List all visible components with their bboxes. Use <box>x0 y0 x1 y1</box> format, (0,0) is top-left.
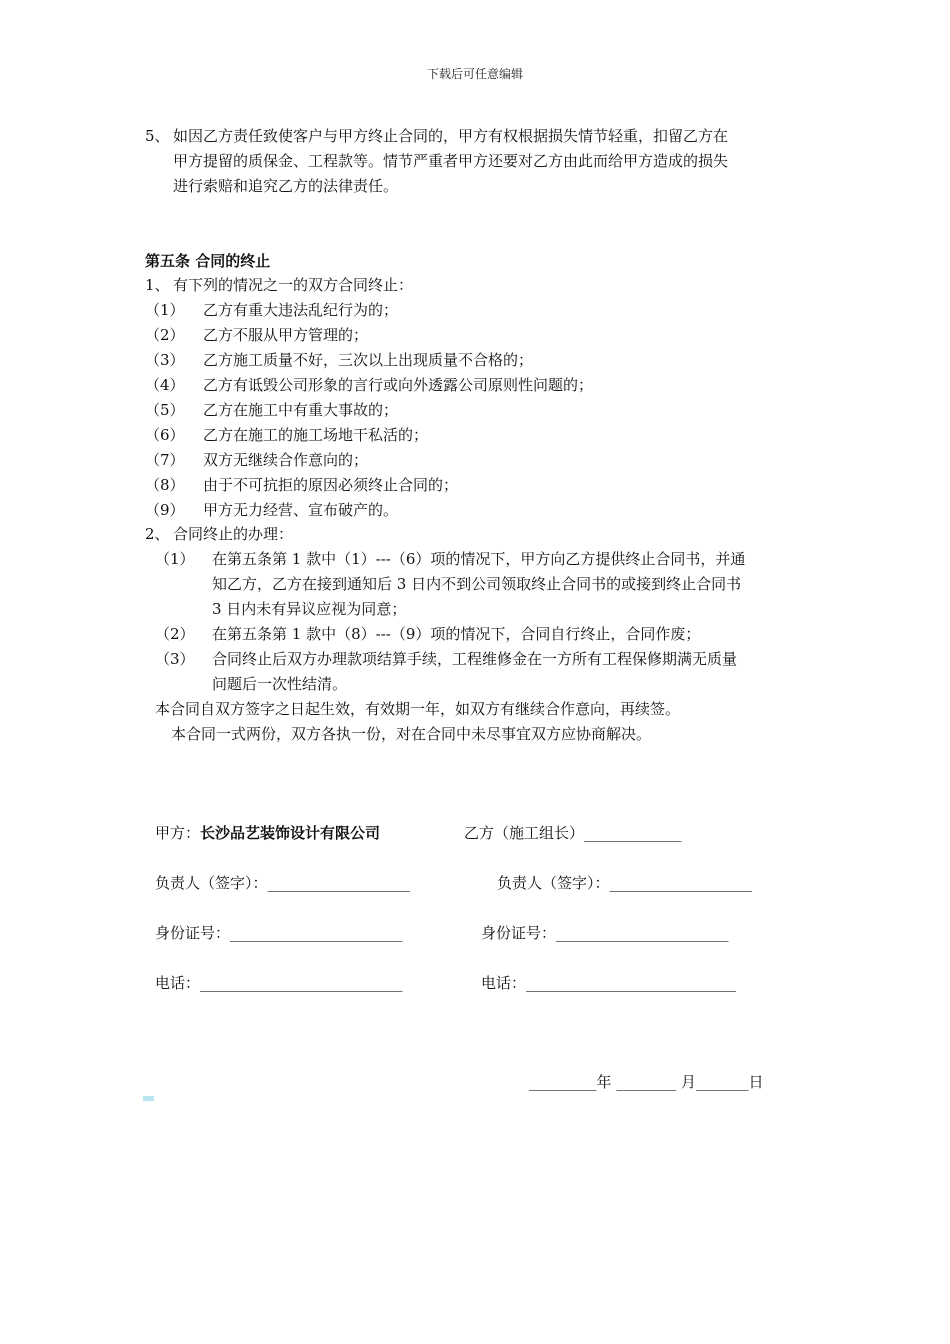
list-item-number: （2） <box>145 326 185 344</box>
sub-item-number: （1） <box>155 550 195 568</box>
item-5-line-1: 如因乙方责任致使客户与甲方终止合同的，甲方有权根据损失情节轻重，扣留乙方在 <box>173 127 729 145</box>
list-item-number: （1） <box>145 301 185 319</box>
list-item-text: 乙方施工质量不好，三次以上出现质量不合格的； <box>203 351 534 369</box>
party-a <box>155 821 380 846</box>
article-5-title: 第五条 合同的终止 <box>145 252 271 270</box>
list-item-text: 乙方不服从甲方管理的； <box>203 326 369 344</box>
sub-item-line: 合同终止后双方办理款项结算手续，工程维修金在一方所有工程保修期满无质量 <box>212 650 738 668</box>
closing-paragraph-copies: 本合同一式两份，双方各执一份，对在合同中未尽事宜双方应协商解决。 <box>171 725 652 743</box>
sub-item-number: （2） <box>155 625 195 643</box>
item-5-line-2: 甲方提留的质保金、工程款等。情节严重者甲方还要对乙方由此而给甲方造成的损失 <box>173 152 729 170</box>
item-5-line-3: 进行索赔和追究乙方的法律责任。 <box>173 177 399 195</box>
list-item-text: 由于不可抗拒的原因必须终止合同的； <box>203 476 459 494</box>
page-header-note: 下载后可任意编辑 <box>426 67 523 81</box>
phone-a: 电话：___________________________ <box>155 974 403 992</box>
paragraph-2-text: 合同终止的办理： <box>173 525 294 543</box>
item-5-number: 5、 <box>145 127 170 145</box>
list-item-text: 双方无继续合作意向的； <box>203 451 369 469</box>
closing-paragraph-validity: 本合同自双方签字之日起生效，有效期一年，如双方有继续合作意向，再续签。 <box>155 700 681 718</box>
sub-item-line: 3 日内未有异议应视为同意； <box>212 600 407 618</box>
id-number-b: 身份证号：_______________________ <box>481 924 729 942</box>
paragraph-2-number: 2、 <box>145 525 170 543</box>
list-item-number: （5） <box>145 401 185 419</box>
party-a-name: 长沙品艺装饰设计有限公司 <box>200 824 381 842</box>
list-item-number: （3） <box>145 351 185 369</box>
list-item-number: （8） <box>145 476 185 494</box>
party-a-label: 甲方： <box>155 824 201 842</box>
party-b: 乙方（施工组长）_____________ <box>464 824 682 842</box>
list-item-text: 甲方无力经营、宣布破产的。 <box>203 501 399 519</box>
sub-item-line: 在第五条第 1 款中（1）---（6）项的情况下，甲方向乙方提供终止合同书，并通 <box>212 550 746 568</box>
phone-b: 电话：____________________________ <box>481 974 737 992</box>
list-item-number: （9） <box>145 501 185 519</box>
list-item-number: （7） <box>145 451 185 469</box>
sub-item-number: （3） <box>155 650 195 668</box>
list-item-number: （4） <box>145 376 185 394</box>
responsible-a-signature: 负责人（签字）：___________________ <box>155 874 411 892</box>
id-number-a: 身份证号：_______________________ <box>155 924 403 942</box>
list-item-text: 乙方在施工的施工场地干私活的； <box>203 426 429 444</box>
list-item-text: 乙方有诋毁公司形象的言行或向外透露公司原则性问题的； <box>203 376 594 394</box>
sub-item-line: 知乙方，乙方在接到通知后 3 日内不到公司领取终止合同书的或接到终止合同书 <box>212 575 742 593</box>
paragraph-1-number: 1、 <box>145 276 170 294</box>
responsible-b-signature: 负责人（签字）：___________________ <box>497 874 753 892</box>
sub-item-line: 问题后一次性结清。 <box>212 675 348 693</box>
paragraph-1-text: 有下列的情况之一的双方合同终止： <box>173 276 414 294</box>
sub-item-line: 在第五条第 1 款中（8）---（9）项的情况下，合同自行终止，合同作废； <box>212 625 701 643</box>
list-item-number: （6） <box>145 426 185 444</box>
list-item-text: 乙方在施工中有重大事故的； <box>203 401 399 419</box>
signing-date: _________年 ________ 月_______日 <box>529 1073 764 1091</box>
highlight-marker <box>143 1096 154 1101</box>
list-item-text: 乙方有重大违法乱纪行为的； <box>203 301 399 319</box>
